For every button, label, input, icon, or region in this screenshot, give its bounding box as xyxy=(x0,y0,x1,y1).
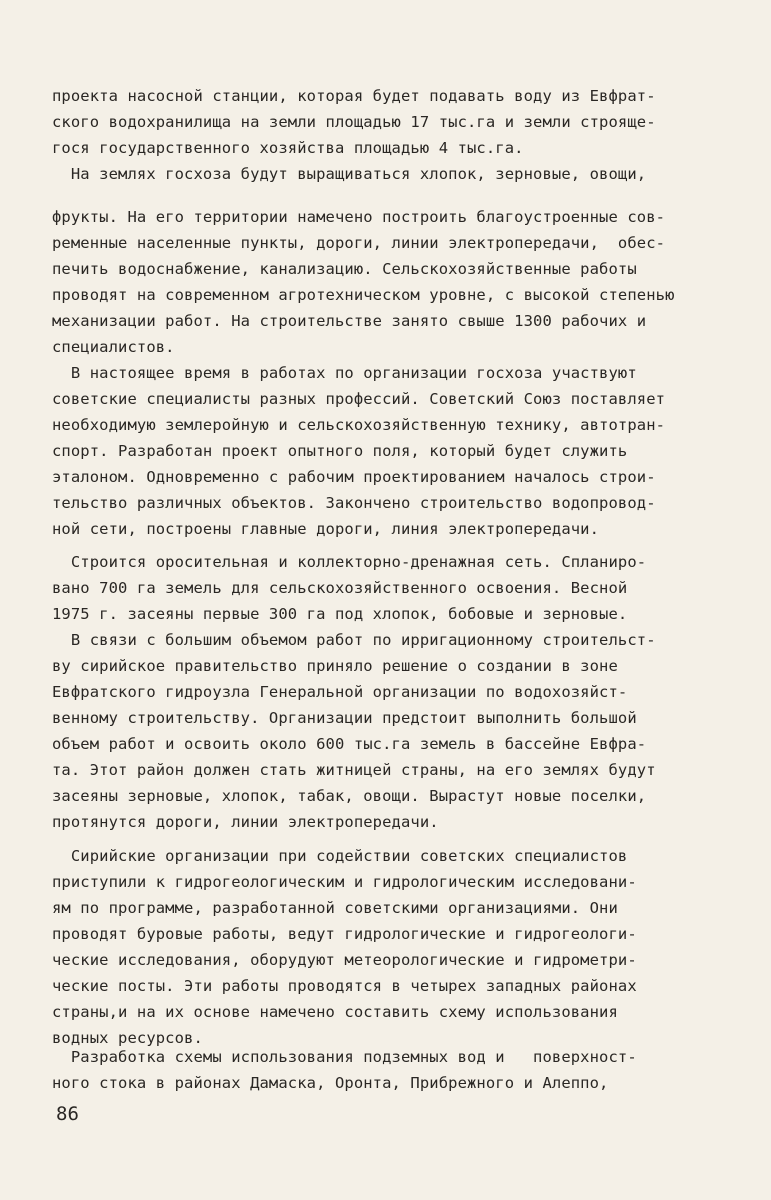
text-line: ву сирийское правительство приняло решение о создании в зоне xyxy=(52,657,618,675)
paragraph-8 xyxy=(52,1044,742,1096)
text-line: водных ресурсов. xyxy=(52,1029,203,1047)
text-line: засеяны зерновые, хлопок, табак, овощи. Вырастут новые поселки, xyxy=(52,787,647,805)
text-line: печить водоснабжение, канализацию. Сельскохозяйственные работы xyxy=(52,260,637,278)
text-line: механизации работ. На строительстве занято свыше 1300 рабочих и xyxy=(52,312,647,330)
text-line: венному строительству. Организации предстоит выполнить большой xyxy=(52,709,637,727)
text-line: Строится оросительная и коллекторно-дренажная сеть. Спланиро- xyxy=(52,553,647,571)
paragraph-4 xyxy=(52,360,742,542)
text-line: Разработка схемы использования подземных вод и поверхност- xyxy=(52,1048,637,1066)
text-line: ременные населенные пункты, дороги, линии электропередачи, обес- xyxy=(52,234,666,252)
paragraph-6 xyxy=(52,627,742,835)
text-line: ского водохранилища на земли площадью 17 тыс.га и земли строяще- xyxy=(52,113,656,131)
text-line: ной сети, построены главные дороги, линия электропередачи. xyxy=(52,520,600,538)
text-line: протянутся дороги, линии электропередачи. xyxy=(52,813,439,831)
text-line: объем работ и освоить около 600 тыс.га земель в бассейне Евфра- xyxy=(52,735,647,753)
text-line: На землях госхоза будут выращиваться хлопок, зерновые, овощи, xyxy=(52,165,647,183)
text-line: фрукты. На его территории намечено построить благоустроенные сов- xyxy=(52,208,666,226)
page-number: 86 xyxy=(56,1103,79,1125)
text-line: проводят буровые работы, ведут гидрологические и гидрогеологи- xyxy=(52,925,637,943)
text-line: проводят на современном агротехническом уровне, с высокой степенью xyxy=(52,286,675,304)
paragraph-1 xyxy=(52,83,742,161)
text-line: эталоном. Одновременно с рабочим проектированием началось строи- xyxy=(52,468,656,486)
paragraph-3 xyxy=(52,204,742,360)
paragraph-2 xyxy=(52,161,742,187)
paragraph-7 xyxy=(52,843,742,1051)
text-line: вано 700 га земель для сельскохозяйственного освоения. Весной xyxy=(52,579,628,597)
text-line: специалистов. xyxy=(52,338,175,356)
text-line: проекта насосной станции, которая будет подавать воду из Евфрат- xyxy=(52,87,656,105)
text-line: ческие исследования, оборудуют метеорологические и гидрометри- xyxy=(52,951,637,969)
text-line: гося государственного хозяйства площадью 4 тыс.га. xyxy=(52,139,524,157)
text-line: ям по программе, разработанной советскими организациями. Они xyxy=(52,899,618,917)
text-line: Сирийские организации при содействии советских специалистов xyxy=(52,847,628,865)
text-line: ного стока в районах Дамаска, Оронта, Прибрежного и Алеппо, xyxy=(52,1074,609,1092)
text-line: та. Этот район должен стать житницей страны, на его землях будут xyxy=(52,761,656,779)
text-line: тельство различных объектов. Закончено строительство водопровод- xyxy=(52,494,656,512)
text-line: спорт. Разработан проект опытного поля, который будет служить xyxy=(52,442,628,460)
text-line: В настоящее время в работах по организации госхоза участвуют xyxy=(52,364,637,382)
text-line: В связи с большим объемом работ по ирригационному строительст- xyxy=(52,631,656,649)
text-line: приступили к гидрогеологическим и гидрологическим исследовани- xyxy=(52,873,637,891)
text-line: советские специалисты разных профессий. Советский Союз поставляет xyxy=(52,390,666,408)
text-line: Евфратского гидроузла Генеральной организации по водохозяйст- xyxy=(52,683,628,701)
text-line: ческие посты. Эти работы проводятся в четырех западных районах xyxy=(52,977,637,995)
text-line: 1975 г. засеяны первые 300 га под хлопок, бобовые и зерновые. xyxy=(52,605,628,623)
paragraph-5 xyxy=(52,549,742,627)
text-line: страны,и на их основе намечено составить схему использования xyxy=(52,1003,618,1021)
text-line: необходимую землеройную и сельскохозяйственную технику, автотран- xyxy=(52,416,666,434)
